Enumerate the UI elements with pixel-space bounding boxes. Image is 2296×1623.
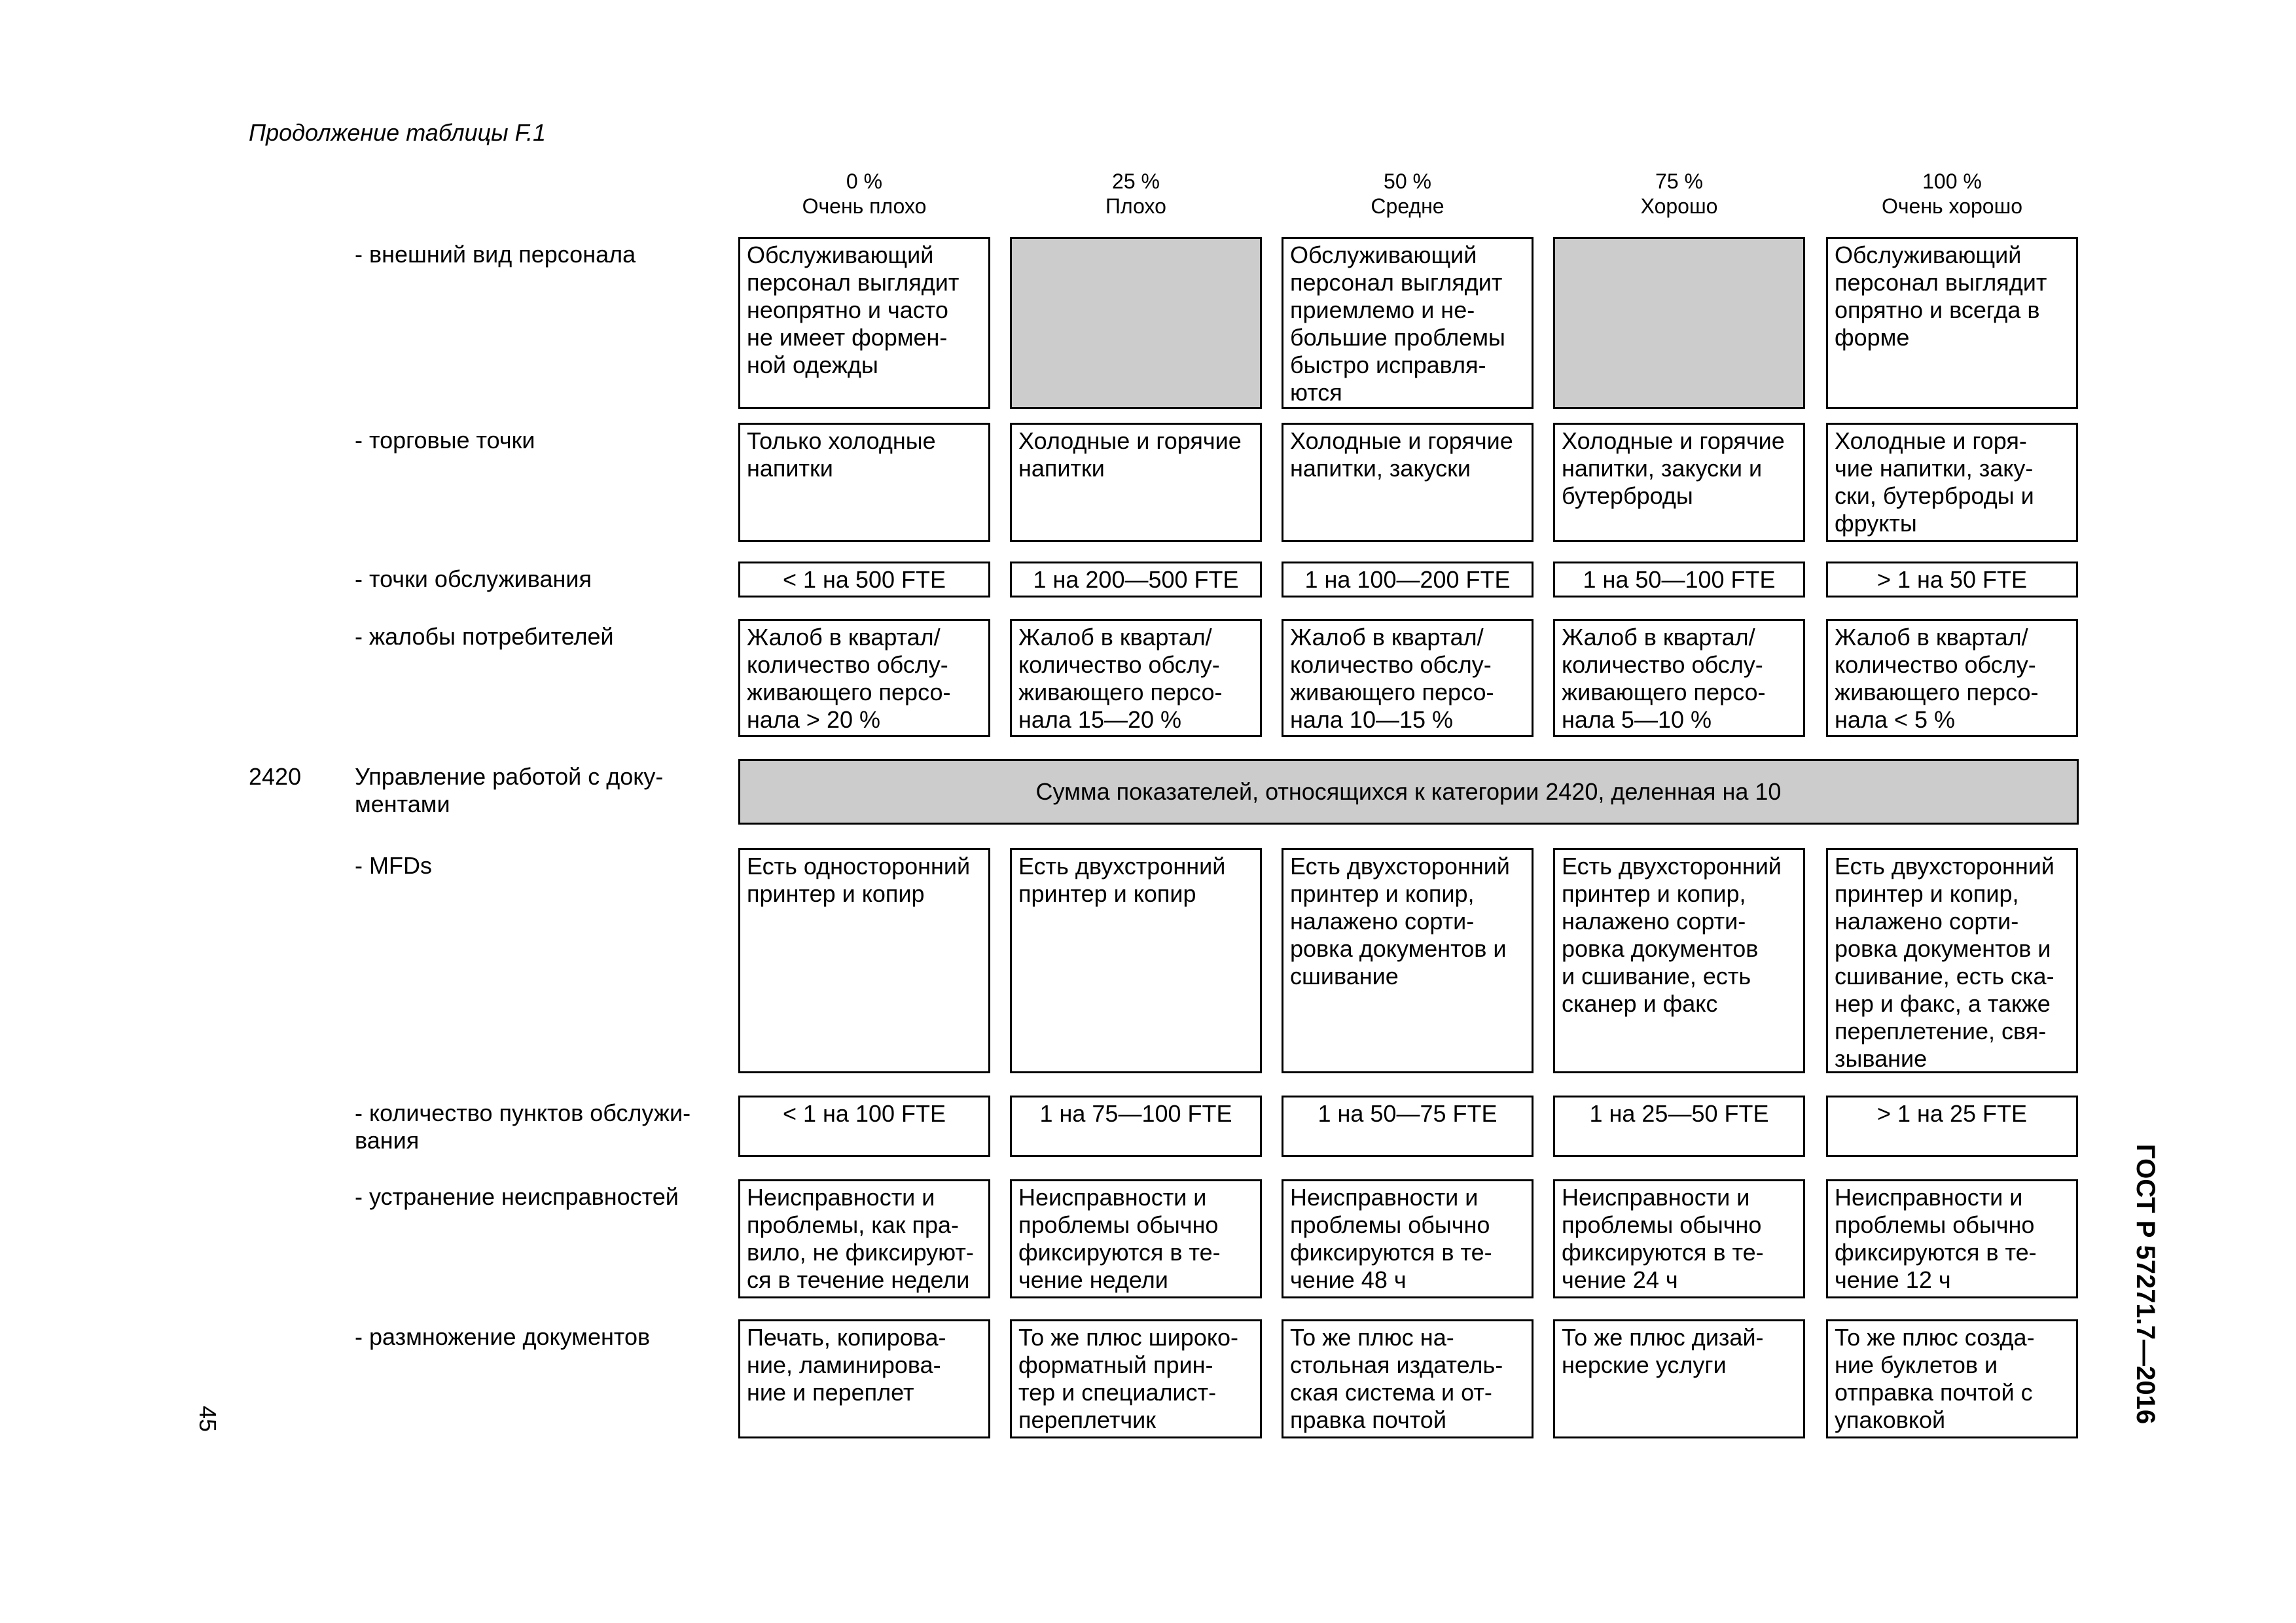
table-cell: То же плюс на- стольная издатель- ская система и от- правка почтой bbox=[1282, 1319, 1534, 1438]
row-label-mfds: - MFDs bbox=[355, 852, 432, 879]
table-cell: Обслуживающий персонал выглядит приемлемо и не- большие проблемы быстро исправля- ются bbox=[1282, 237, 1534, 409]
row-label-troubleshooting: - устранение неисправностей bbox=[355, 1183, 679, 1210]
table-cell: Холодные и горячие напитки, закуски bbox=[1282, 423, 1534, 542]
table-cell: Неисправности и проблемы обычно фиксируются в те- чение 12 ч bbox=[1826, 1179, 2078, 1298]
table-cell: То же плюс созда- ние буклетов и отправка почтой с упаковкой bbox=[1826, 1319, 2078, 1438]
table-cell: Жалоб в квартал/ количество обслу- живающего персо- нала 5—10 % bbox=[1553, 619, 1805, 737]
table-cell: Есть односторонний принтер и копир bbox=[738, 848, 990, 1073]
table-cell-empty bbox=[1010, 237, 1262, 409]
table-cell: Печать, копирова- ние, ламинирова- ние и переплет bbox=[738, 1319, 990, 1438]
table-cell: > 1 на 50 FTE bbox=[1826, 562, 2078, 597]
table-cell: Неисправности и проблемы обычно фиксируются в те- чение недели bbox=[1010, 1179, 1262, 1298]
category-summary-text: Сумма показателей, относящихся к категории 2420, деленная на 10 bbox=[1035, 778, 1782, 805]
table-cell: Только холодные напитки bbox=[738, 423, 990, 542]
column-header-0 bbox=[738, 169, 990, 219]
table-cell: < 1 на 500 FTE bbox=[738, 562, 990, 597]
table-cell: Обслуживающий персонал выглядит неопрятно и часто не имеет формен- ной одежды bbox=[738, 237, 990, 409]
table-cell: То же плюс широко- форматный прин- тер и специалист- переплетчик bbox=[1010, 1319, 1262, 1438]
table-cell: Обслуживающий персонал выглядит опрятно и всегда в форме bbox=[1826, 237, 2078, 409]
table-cell: < 1 на 100 FTE bbox=[738, 1096, 990, 1157]
standard-identifier: ГОСТ Р 57271.7—2016 bbox=[2131, 1144, 2160, 1425]
table-cell: Неисправности и проблемы обычно фиксируются в те- чение 24 ч bbox=[1553, 1179, 1805, 1298]
table-cell: Жалоб в квартал/ количество обслу- живающего персо- нала 10—15 % bbox=[1282, 619, 1534, 737]
table-cell: Неисправности и проблемы обычно фиксируются в те- чение 48 ч bbox=[1282, 1179, 1534, 1298]
table-cell-empty bbox=[1553, 237, 1805, 409]
column-label: Очень хорошо bbox=[1881, 194, 2023, 218]
category-summary-cell bbox=[738, 759, 2079, 825]
table-cell: Жалоб в квартал/ количество обслу- живающего персо- нала < 5 % bbox=[1826, 619, 2078, 737]
table-cell: 1 на 75—100 FTE bbox=[1010, 1096, 1262, 1157]
table-cell: 1 на 50—75 FTE bbox=[1282, 1096, 1534, 1157]
category-code: 2420 bbox=[249, 763, 302, 790]
row-label-document-reproduction: - размножение документов bbox=[355, 1323, 651, 1350]
row-label-complaints: - жалобы потребителей bbox=[355, 623, 614, 650]
table-cell: Жалоб в квартал/ количество обслу- живающего персо- нала > 20 % bbox=[738, 619, 990, 737]
table-cell: Есть двухстронний принтер и копир bbox=[1010, 848, 1262, 1073]
column-header-50 bbox=[1282, 169, 1534, 219]
table-cell: 1 на 100—200 FTE bbox=[1282, 562, 1534, 597]
table-cell: > 1 на 25 FTE bbox=[1826, 1096, 2078, 1157]
table-cell: Есть двухсторонний принтер и копир, налажено сорти- ровка документов и сшивание, есть ска- нер и факс, а также переплетение, свя- зывание bbox=[1826, 848, 2078, 1073]
table-cell: То же плюс дизай- нерские услуги bbox=[1553, 1319, 1805, 1438]
row-label-document-management: Управление работой с доку- ментами bbox=[355, 763, 664, 817]
table-cell: Жалоб в квартал/ количество обслу- живающего персо- нала 15—20 % bbox=[1010, 619, 1262, 737]
page-number: 45 bbox=[194, 1406, 221, 1433]
column-label: Плохо bbox=[1105, 194, 1166, 218]
column-header-25 bbox=[1010, 169, 1262, 219]
table-cell: 1 на 50—100 FTE bbox=[1553, 562, 1805, 597]
column-percent: 75 % bbox=[1655, 169, 1703, 193]
column-label: Средне bbox=[1371, 194, 1444, 218]
column-header-75 bbox=[1553, 169, 1805, 219]
table-cell: Холодные и горя- чие напитки, заку- ски, бутерброды и фрукты bbox=[1826, 423, 2078, 542]
column-header-100 bbox=[1826, 169, 2078, 219]
table-caption: Продолжение таблицы F.1 bbox=[249, 119, 547, 146]
table-cell: Есть двухсторонний принтер и копир, налажено сорти- ровка документов и сшивание, есть сканер и факс bbox=[1553, 848, 1805, 1073]
table-cell: Есть двухсторонний принтер и копир, налажено сорти- ровка документов и сшивание bbox=[1282, 848, 1534, 1073]
row-label-staff-appearance: - внешний вид персонала bbox=[355, 241, 636, 268]
table-cell: 1 на 25—50 FTE bbox=[1553, 1096, 1805, 1157]
column-percent: 0 % bbox=[846, 169, 883, 193]
row-label-trade-points: - торговые точки bbox=[355, 427, 535, 454]
row-label-service-point-count: - количество пунктов обслужи- вания bbox=[355, 1099, 691, 1154]
column-label: Очень плохо bbox=[802, 194, 927, 218]
table-cell: Неисправности и проблемы, как пра- вило, не фиксируют- ся в течение недели bbox=[738, 1179, 990, 1298]
row-label-service-points: - точки обслуживания bbox=[355, 565, 592, 592]
column-percent: 50 % bbox=[1384, 169, 1431, 193]
table-cell: 1 на 200—500 FTE bbox=[1010, 562, 1262, 597]
table-cell: Холодные и горячие напитки, закуски и бутерброды bbox=[1553, 423, 1805, 542]
column-percent: 100 % bbox=[1922, 169, 1982, 193]
table-cell: Холодные и горячие напитки bbox=[1010, 423, 1262, 542]
column-label: Хорошо bbox=[1640, 194, 1718, 218]
column-percent: 25 % bbox=[1112, 169, 1160, 193]
